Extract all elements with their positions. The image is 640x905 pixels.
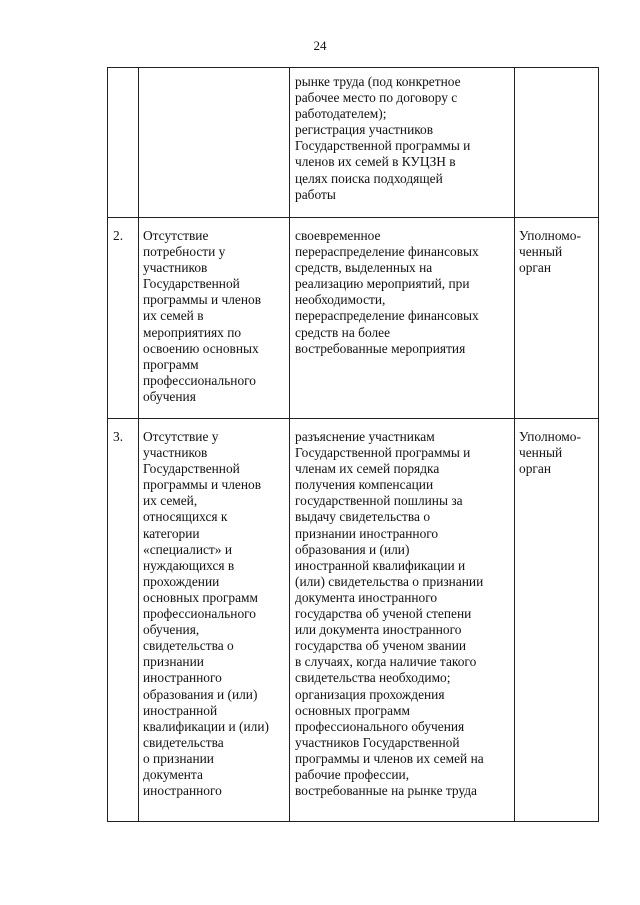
row-number-cell [108,68,139,218]
measures-cell: разъяснение участникам Государственной программы и членам их семей порядка получения компенсации государственной пошлины за выдачу свидетельства о признании иностранного образования и (или) иностранной квалификации и (или) свидетельства о признании документа иностранного государства об ученой степени или документа иностранного государства об ученом звании в случаях, когда наличие такого свидетельства необходимо; организация прохождения основных программ профессионального обучения участников Государственной программы и членов их семей на рабочие профессии, востребованные на рынке труда [290,419,515,822]
measures-cell: своевременное перераспределение финансовых средств, выделенных на реализацию мероприятий, при необходимости, перераспределение финансовых средств на более востребованные мероприятия [290,218,515,419]
row-number-cell: 2. [108,218,139,419]
risk-cell [139,68,290,218]
risk-cell: Отсутствие потребности у участников Государственной программы и членов их семей в мероприятиях по освоению основных программ профессионального обучения [139,218,290,419]
responsible-cell [515,68,599,218]
page-number: 24 [313,38,327,53]
table-row-3 [108,419,599,822]
measures-cell: рынке труда (под конкретное рабочее место по договору с работодателем); регистрация участников Государственной программы и членов их семей в КУЦЗН в целях поиска подходящей работы [290,68,515,218]
table-row-continuation [108,68,599,218]
risk-cell: Отсутствие у участников Государственной программы и членов их семей, относящихся к категории «специалист» и нуждающихся в прохождении основных программ профессионального обучения, свидетельства о признании иностранного образования и (или) иностранной квалификации и (или) свидетельства о признании документа иностранного [139,419,290,822]
measures-table [107,67,599,822]
responsible-cell: Уполномо- ченный орган [515,419,599,822]
row-number-cell: 3. [108,419,139,822]
table-row-2 [108,218,599,419]
responsible-cell: Уполномо- ченный орган [515,218,599,419]
